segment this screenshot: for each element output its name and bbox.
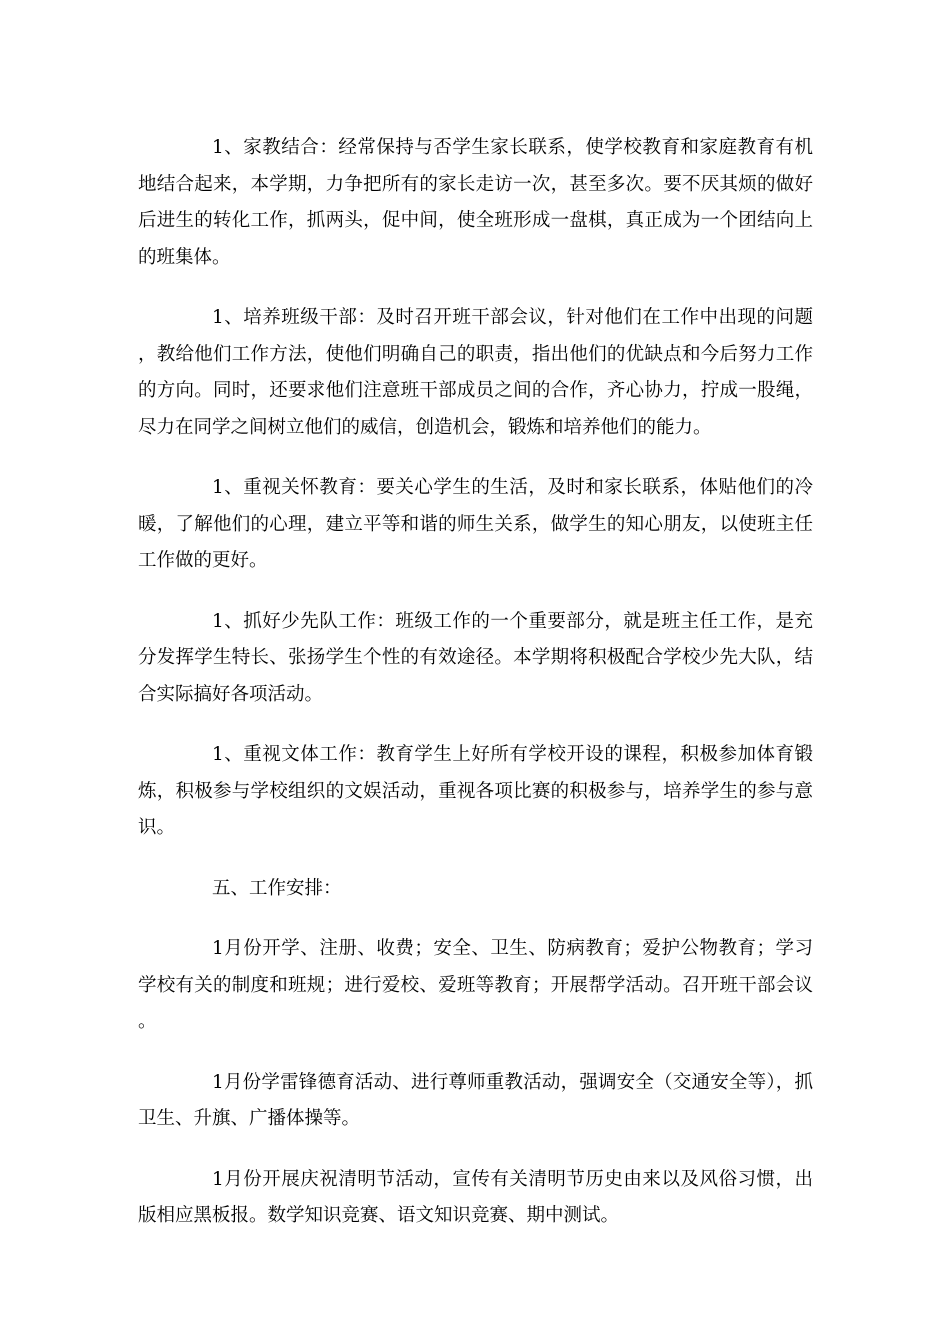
paragraph-young-pioneers: 1、抓好少先队工作：班级工作的一个重要部分，就是班主任工作，是充分发挥学生特长、张扬学生个性的有效途径。本学期将积极配合学校少先大队，结合实际搞好各项活动。: [138, 610, 813, 705]
document-body: [138, 130, 813, 1259]
section-heading-work-schedule: 五、工作安排：: [212, 877, 342, 899]
paragraph-schedule-3: 1月份开展庆祝清明节活动，宣传有关清明节历史由来以及风俗习惯，出版相应黑板报。数学知识竞赛、语文知识竞赛、期中测试。: [138, 1168, 813, 1226]
paragraph-schedule-2: 1月份学雷锋德育活动、进行尊师重教活动，强调安全（交通安全等），抓卫生、升旗、广播体操等。: [138, 1071, 813, 1129]
paragraph-sports-culture: 1、重视文体工作：教育学生上好所有学校开设的课程，积极参加体育锻炼，积极参与学校组织的文娱活动，重视各项比赛的积极参与，培养学生的参与意识。: [138, 744, 813, 838]
paragraph-class-cadres: 1、培养班级干部：及时召开班干部会议，针对他们在工作中出现的问题，教给他们工作方法，使他们明确自己的职责，指出他们的优缺点和今后努力工作的方向。同时，还要求他们注意班干部成员之间的合作，齐心协力，拧成一股绳，尽力在同学之间树立他们的威信，创造机会，锻炼和培养他们的能力。: [138, 307, 813, 438]
paragraph-care-education: 1、重视关怀教育：要关心学生的生活，及时和家长联系，体贴他们的冷暖，了解他们的心理，建立平等和谐的师生关系，做学生的知心朋友，以使班主任工作做的更好。: [138, 477, 813, 571]
paragraph-schedule-1: 1月份开学、注册、收费；安全、卫生、防病教育；爱护公物教育；学习学校有关的制度和班规；进行爱校、爱班等教育；开展帮学活动。召开班干部会议。: [138, 938, 813, 1032]
paragraph-home-school: 1、家教结合：经常保持与否学生家长联系，使学校教育和家庭教育有机地结合起来，本学期，力争把所有的家长走访一次，甚至多次。要不厌其烦的做好后进生的转化工作，抓两头，促中间，使全班形成一盘棋，真正成为一个团结向上的班集体。: [138, 137, 813, 268]
